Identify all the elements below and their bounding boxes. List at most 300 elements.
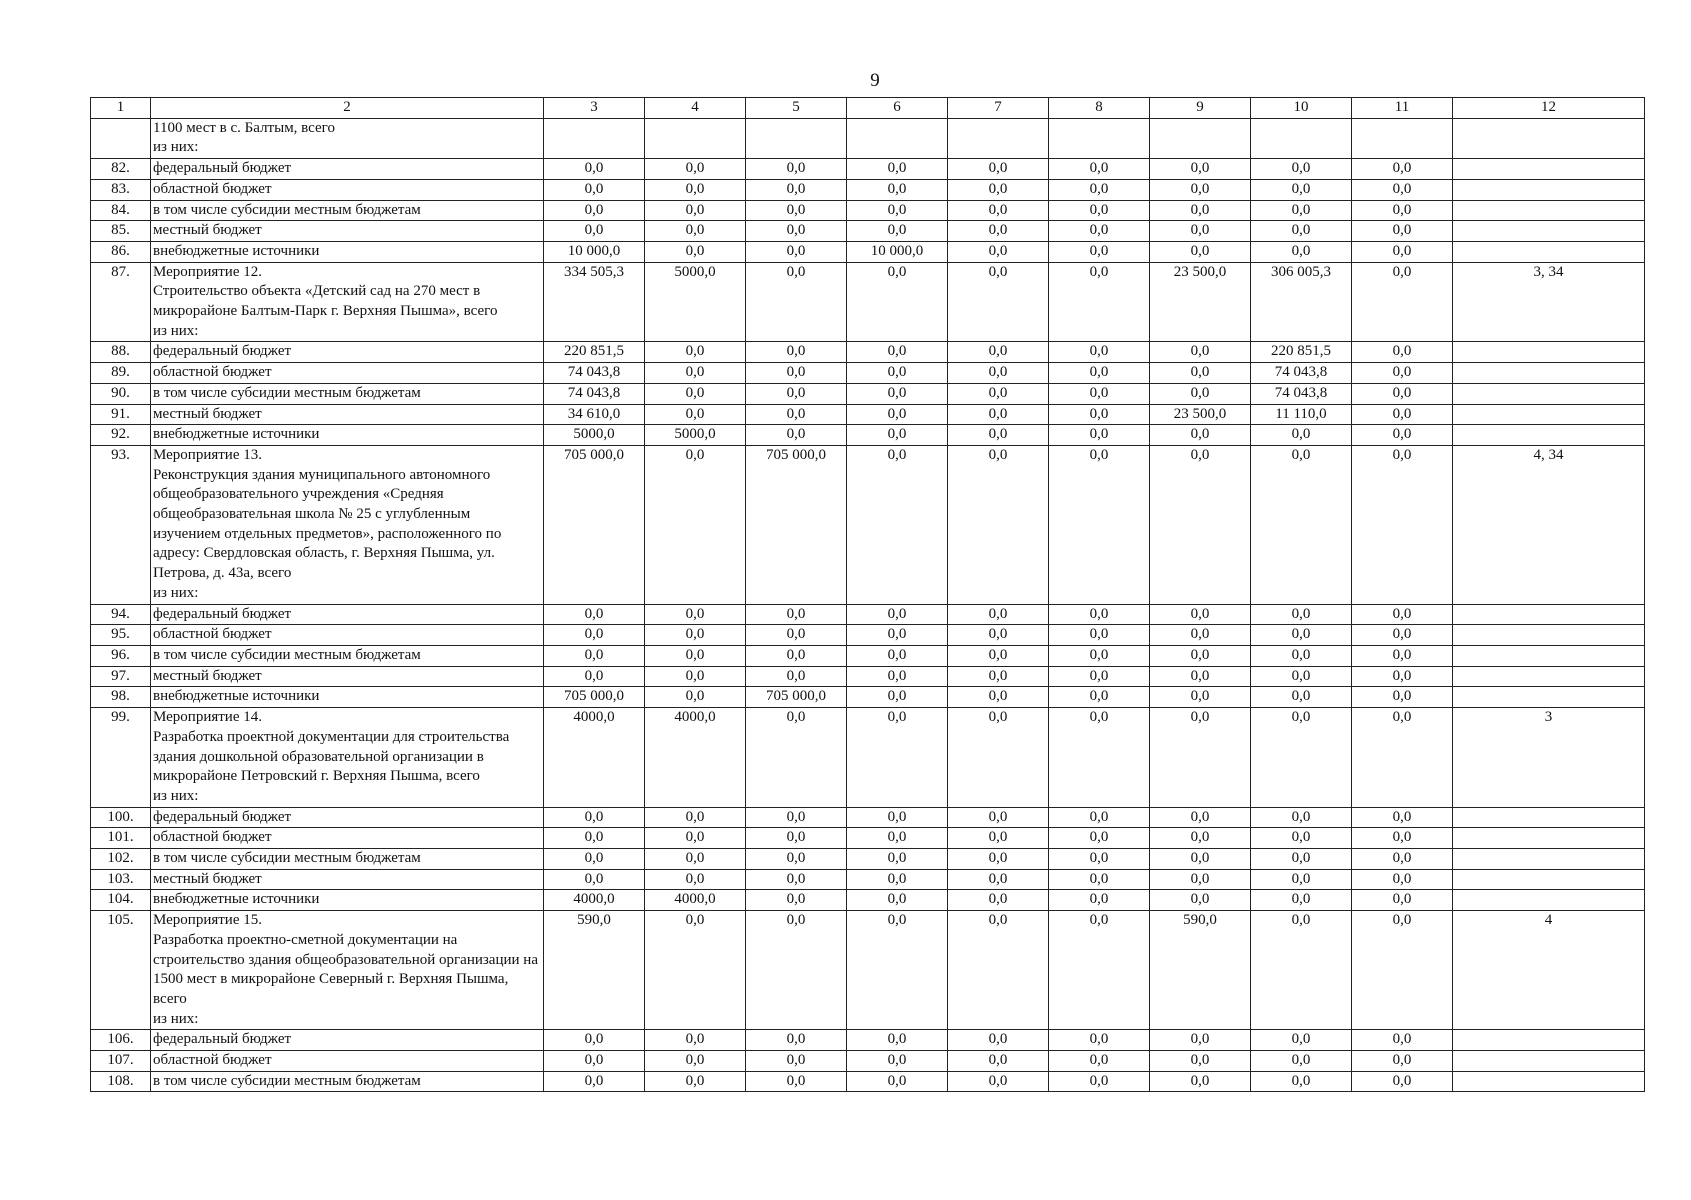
row-note bbox=[1453, 118, 1645, 158]
value-cell: 0,0 bbox=[1049, 708, 1150, 808]
row-note bbox=[1453, 890, 1645, 911]
value-cell: 0,0 bbox=[1049, 1071, 1150, 1092]
row-note bbox=[1453, 828, 1645, 849]
value-cell bbox=[948, 118, 1049, 158]
value-cell: 220 851,5 bbox=[544, 342, 645, 363]
value-cell: 0,0 bbox=[1150, 363, 1251, 384]
row-number: 84. bbox=[91, 200, 151, 221]
value-cell: 0,0 bbox=[1049, 890, 1150, 911]
value-cell: 0,0 bbox=[746, 342, 847, 363]
value-cell: 23 500,0 bbox=[1150, 404, 1251, 425]
row-note bbox=[1453, 1071, 1645, 1092]
row-name: областной бюджет bbox=[151, 363, 544, 384]
row-number: 104. bbox=[91, 890, 151, 911]
value-cell: 0,0 bbox=[746, 383, 847, 404]
value-cell: 0,0 bbox=[1049, 666, 1150, 687]
value-cell: 0,0 bbox=[746, 807, 847, 828]
row-name: федеральный бюджет bbox=[151, 604, 544, 625]
value-cell: 0,0 bbox=[1150, 179, 1251, 200]
value-cell: 0,0 bbox=[847, 221, 948, 242]
value-cell: 0,0 bbox=[1251, 159, 1352, 180]
value-cell: 74 043,8 bbox=[544, 363, 645, 384]
value-cell: 0,0 bbox=[1049, 445, 1150, 604]
value-cell: 0,0 bbox=[645, 221, 746, 242]
table-row bbox=[91, 890, 1645, 911]
column-header: 5 bbox=[746, 98, 847, 119]
value-cell: 0,0 bbox=[746, 241, 847, 262]
value-cell: 0,0 bbox=[746, 363, 847, 384]
value-cell: 5000,0 bbox=[645, 262, 746, 342]
value-cell: 0,0 bbox=[1049, 869, 1150, 890]
value-cell: 0,0 bbox=[847, 708, 948, 808]
value-cell: 0,0 bbox=[1352, 1051, 1453, 1072]
table-row bbox=[91, 708, 1645, 808]
value-cell: 0,0 bbox=[948, 1051, 1049, 1072]
value-cell: 0,0 bbox=[645, 404, 746, 425]
value-cell: 0,0 bbox=[948, 645, 1049, 666]
table-row bbox=[91, 262, 1645, 342]
value-cell: 0,0 bbox=[544, 849, 645, 870]
table-row bbox=[91, 1030, 1645, 1051]
value-cell: 0,0 bbox=[948, 221, 1049, 242]
value-cell: 0,0 bbox=[847, 687, 948, 708]
row-note bbox=[1453, 404, 1645, 425]
value-cell: 11 110,0 bbox=[1251, 404, 1352, 425]
value-cell: 0,0 bbox=[1352, 645, 1453, 666]
value-cell: 0,0 bbox=[1049, 221, 1150, 242]
value-cell: 0,0 bbox=[1352, 687, 1453, 708]
row-number: 98. bbox=[91, 687, 151, 708]
value-cell: 0,0 bbox=[1049, 828, 1150, 849]
row-number: 91. bbox=[91, 404, 151, 425]
value-cell: 0,0 bbox=[1251, 625, 1352, 646]
row-name: в том числе субсидии местным бюджетам bbox=[151, 1071, 544, 1092]
value-cell: 0,0 bbox=[1150, 869, 1251, 890]
value-cell: 0,0 bbox=[1352, 828, 1453, 849]
row-name: областной бюджет bbox=[151, 179, 544, 200]
value-cell: 0,0 bbox=[544, 807, 645, 828]
row-number: 89. bbox=[91, 363, 151, 384]
value-cell: 0,0 bbox=[645, 200, 746, 221]
value-cell: 0,0 bbox=[1251, 445, 1352, 604]
table-row bbox=[91, 1071, 1645, 1092]
value-cell: 0,0 bbox=[746, 404, 847, 425]
value-cell: 0,0 bbox=[847, 159, 948, 180]
column-header: 12 bbox=[1453, 98, 1645, 119]
table-row bbox=[91, 404, 1645, 425]
row-name: в том числе субсидии местным бюджетам bbox=[151, 200, 544, 221]
column-header-row bbox=[91, 98, 1645, 119]
row-note bbox=[1453, 200, 1645, 221]
value-cell: 0,0 bbox=[746, 179, 847, 200]
row-number: 93. bbox=[91, 445, 151, 604]
row-note: 3, 34 bbox=[1453, 262, 1645, 342]
value-cell: 0,0 bbox=[1352, 708, 1453, 808]
value-cell: 0,0 bbox=[948, 342, 1049, 363]
value-cell: 0,0 bbox=[746, 869, 847, 890]
value-cell: 0,0 bbox=[1150, 342, 1251, 363]
value-cell: 0,0 bbox=[1251, 425, 1352, 446]
row-number: 99. bbox=[91, 708, 151, 808]
table-row bbox=[91, 1051, 1645, 1072]
table-row bbox=[91, 625, 1645, 646]
value-cell: 0,0 bbox=[1251, 849, 1352, 870]
value-cell: 0,0 bbox=[1150, 1071, 1251, 1092]
value-cell: 0,0 bbox=[1251, 645, 1352, 666]
value-cell: 0,0 bbox=[1352, 445, 1453, 604]
value-cell: 0,0 bbox=[1049, 262, 1150, 342]
column-header: 6 bbox=[847, 98, 948, 119]
row-note bbox=[1453, 241, 1645, 262]
row-name: местный бюджет bbox=[151, 666, 544, 687]
column-header: 10 bbox=[1251, 98, 1352, 119]
value-cell: 0,0 bbox=[1352, 200, 1453, 221]
row-name: областной бюджет bbox=[151, 1051, 544, 1072]
row-name: Мероприятие 14. Разработка проектной документации для строительства здания дошкольной образовательной организации в микрорайоне Петровский г. Верхняя Пышма, всего из них: bbox=[151, 708, 544, 808]
value-cell: 0,0 bbox=[1251, 666, 1352, 687]
value-cell: 0,0 bbox=[645, 869, 746, 890]
row-name: в том числе субсидии местным бюджетам bbox=[151, 849, 544, 870]
value-cell: 0,0 bbox=[746, 425, 847, 446]
row-number: 92. bbox=[91, 425, 151, 446]
table-row bbox=[91, 645, 1645, 666]
value-cell: 0,0 bbox=[1251, 1030, 1352, 1051]
value-cell: 0,0 bbox=[847, 1030, 948, 1051]
value-cell: 0,0 bbox=[1251, 828, 1352, 849]
value-cell: 0,0 bbox=[1352, 179, 1453, 200]
value-cell: 0,0 bbox=[948, 708, 1049, 808]
table-row bbox=[91, 159, 1645, 180]
row-note: 4 bbox=[1453, 911, 1645, 1030]
value-cell: 74 043,8 bbox=[1251, 383, 1352, 404]
value-cell: 4000,0 bbox=[645, 890, 746, 911]
row-number bbox=[91, 118, 151, 158]
table-row bbox=[91, 666, 1645, 687]
table-row bbox=[91, 604, 1645, 625]
table-row bbox=[91, 425, 1645, 446]
column-header: 9 bbox=[1150, 98, 1251, 119]
value-cell: 0,0 bbox=[746, 1051, 847, 1072]
value-cell: 0,0 bbox=[1352, 911, 1453, 1030]
value-cell: 0,0 bbox=[948, 404, 1049, 425]
table-row bbox=[91, 687, 1645, 708]
value-cell: 0,0 bbox=[1150, 445, 1251, 604]
row-name: внебюджетные источники bbox=[151, 687, 544, 708]
value-cell: 0,0 bbox=[645, 666, 746, 687]
value-cell: 0,0 bbox=[1251, 911, 1352, 1030]
value-cell: 0,0 bbox=[847, 828, 948, 849]
table-row bbox=[91, 221, 1645, 242]
budget-table bbox=[90, 97, 1645, 1092]
value-cell: 0,0 bbox=[1251, 890, 1352, 911]
value-cell: 0,0 bbox=[847, 363, 948, 384]
value-cell: 0,0 bbox=[544, 828, 645, 849]
value-cell: 0,0 bbox=[1150, 849, 1251, 870]
value-cell: 0,0 bbox=[746, 911, 847, 1030]
row-name: федеральный бюджет bbox=[151, 1030, 544, 1051]
value-cell: 0,0 bbox=[847, 200, 948, 221]
row-note bbox=[1453, 425, 1645, 446]
value-cell: 0,0 bbox=[1251, 1051, 1352, 1072]
value-cell: 0,0 bbox=[948, 1071, 1049, 1092]
value-cell: 0,0 bbox=[847, 179, 948, 200]
value-cell: 0,0 bbox=[746, 645, 847, 666]
row-note bbox=[1453, 363, 1645, 384]
value-cell: 0,0 bbox=[1352, 807, 1453, 828]
table-row bbox=[91, 828, 1645, 849]
value-cell: 0,0 bbox=[544, 1030, 645, 1051]
row-note bbox=[1453, 625, 1645, 646]
value-cell: 0,0 bbox=[1049, 200, 1150, 221]
row-note bbox=[1453, 869, 1645, 890]
value-cell: 0,0 bbox=[1049, 179, 1150, 200]
value-cell: 0,0 bbox=[1049, 807, 1150, 828]
row-number: 90. bbox=[91, 383, 151, 404]
value-cell: 0,0 bbox=[1150, 425, 1251, 446]
value-cell: 0,0 bbox=[948, 363, 1049, 384]
value-cell: 0,0 bbox=[1251, 221, 1352, 242]
value-cell: 0,0 bbox=[544, 625, 645, 646]
table-row bbox=[91, 383, 1645, 404]
value-cell: 0,0 bbox=[645, 911, 746, 1030]
value-cell: 0,0 bbox=[645, 159, 746, 180]
value-cell: 0,0 bbox=[1049, 911, 1150, 1030]
value-cell: 0,0 bbox=[1352, 404, 1453, 425]
value-cell: 0,0 bbox=[1150, 200, 1251, 221]
row-name: в том числе субсидии местным бюджетам bbox=[151, 645, 544, 666]
value-cell: 0,0 bbox=[544, 179, 645, 200]
value-cell: 220 851,5 bbox=[1251, 342, 1352, 363]
value-cell: 0,0 bbox=[1049, 1030, 1150, 1051]
value-cell bbox=[746, 118, 847, 158]
value-cell: 0,0 bbox=[1352, 890, 1453, 911]
value-cell: 0,0 bbox=[544, 666, 645, 687]
value-cell: 0,0 bbox=[645, 445, 746, 604]
value-cell: 0,0 bbox=[746, 828, 847, 849]
value-cell: 0,0 bbox=[1352, 262, 1453, 342]
value-cell: 0,0 bbox=[645, 179, 746, 200]
row-number: 106. bbox=[91, 1030, 151, 1051]
column-header: 4 bbox=[645, 98, 746, 119]
value-cell: 0,0 bbox=[948, 262, 1049, 342]
value-cell: 0,0 bbox=[948, 807, 1049, 828]
value-cell: 0,0 bbox=[1049, 645, 1150, 666]
value-cell: 0,0 bbox=[1049, 404, 1150, 425]
value-cell: 0,0 bbox=[1049, 625, 1150, 646]
row-note bbox=[1453, 645, 1645, 666]
value-cell: 0,0 bbox=[1150, 687, 1251, 708]
value-cell: 0,0 bbox=[1352, 363, 1453, 384]
value-cell: 0,0 bbox=[847, 262, 948, 342]
value-cell bbox=[1251, 118, 1352, 158]
value-cell: 0,0 bbox=[1251, 200, 1352, 221]
value-cell: 4000,0 bbox=[645, 708, 746, 808]
value-cell: 0,0 bbox=[544, 869, 645, 890]
value-cell: 590,0 bbox=[1150, 911, 1251, 1030]
value-cell: 0,0 bbox=[1150, 241, 1251, 262]
value-cell: 0,0 bbox=[1150, 666, 1251, 687]
value-cell: 0,0 bbox=[847, 445, 948, 604]
value-cell: 0,0 bbox=[1150, 383, 1251, 404]
value-cell: 74 043,8 bbox=[544, 383, 645, 404]
value-cell: 0,0 bbox=[1049, 383, 1150, 404]
row-note bbox=[1453, 1051, 1645, 1072]
value-cell: 0,0 bbox=[645, 1071, 746, 1092]
value-cell: 0,0 bbox=[746, 625, 847, 646]
row-number: 107. bbox=[91, 1051, 151, 1072]
table-row bbox=[91, 911, 1645, 1030]
value-cell: 0,0 bbox=[544, 1071, 645, 1092]
value-cell: 0,0 bbox=[645, 687, 746, 708]
value-cell: 0,0 bbox=[1049, 1051, 1150, 1072]
row-number: 94. bbox=[91, 604, 151, 625]
value-cell: 0,0 bbox=[847, 383, 948, 404]
table-row bbox=[91, 241, 1645, 262]
value-cell: 0,0 bbox=[1150, 645, 1251, 666]
row-name: областной бюджет bbox=[151, 625, 544, 646]
row-note bbox=[1453, 159, 1645, 180]
value-cell: 0,0 bbox=[948, 200, 1049, 221]
table-row bbox=[91, 118, 1645, 158]
value-cell: 0,0 bbox=[847, 666, 948, 687]
value-cell: 0,0 bbox=[645, 342, 746, 363]
value-cell: 0,0 bbox=[1049, 687, 1150, 708]
value-cell: 10 000,0 bbox=[847, 241, 948, 262]
row-number: 97. bbox=[91, 666, 151, 687]
value-cell bbox=[1049, 118, 1150, 158]
row-number: 100. bbox=[91, 807, 151, 828]
value-cell: 0,0 bbox=[1049, 241, 1150, 262]
value-cell: 0,0 bbox=[544, 221, 645, 242]
row-number: 85. bbox=[91, 221, 151, 242]
value-cell: 0,0 bbox=[1352, 241, 1453, 262]
row-note: 3 bbox=[1453, 708, 1645, 808]
column-header: 3 bbox=[544, 98, 645, 119]
row-number: 105. bbox=[91, 911, 151, 1030]
value-cell: 0,0 bbox=[1352, 221, 1453, 242]
value-cell: 5000,0 bbox=[645, 425, 746, 446]
value-cell: 0,0 bbox=[847, 869, 948, 890]
value-cell bbox=[645, 118, 746, 158]
value-cell: 0,0 bbox=[847, 807, 948, 828]
table-row bbox=[91, 200, 1645, 221]
value-cell: 0,0 bbox=[1150, 159, 1251, 180]
value-cell: 0,0 bbox=[645, 645, 746, 666]
row-name: 1100 мест в с. Балтым, всего из них: bbox=[151, 118, 544, 158]
value-cell: 74 043,8 bbox=[1251, 363, 1352, 384]
value-cell: 0,0 bbox=[948, 159, 1049, 180]
value-cell: 0,0 bbox=[1049, 159, 1150, 180]
value-cell: 0,0 bbox=[746, 849, 847, 870]
value-cell: 0,0 bbox=[948, 911, 1049, 1030]
value-cell: 0,0 bbox=[1352, 666, 1453, 687]
value-cell: 10 000,0 bbox=[544, 241, 645, 262]
value-cell: 0,0 bbox=[948, 666, 1049, 687]
row-note: 4, 34 bbox=[1453, 445, 1645, 604]
row-number: 101. bbox=[91, 828, 151, 849]
row-name: Мероприятие 13. Реконструкция здания муниципального автономного общеобразовательного учреждения «Средняя общеобразовательная школа № 25 с углубленным изучением отдельных предметов», расположенного по адресу: Свердловская область, г. Верхняя Пышма, ул. Петрова, д. 43а, всего из них: bbox=[151, 445, 544, 604]
row-note bbox=[1453, 1030, 1645, 1051]
value-cell: 0,0 bbox=[746, 221, 847, 242]
value-cell: 0,0 bbox=[1251, 708, 1352, 808]
value-cell: 0,0 bbox=[948, 869, 1049, 890]
value-cell: 0,0 bbox=[1251, 604, 1352, 625]
value-cell: 0,0 bbox=[847, 1071, 948, 1092]
value-cell: 0,0 bbox=[1049, 342, 1150, 363]
value-cell: 0,0 bbox=[645, 1030, 746, 1051]
value-cell: 705 000,0 bbox=[544, 445, 645, 604]
row-note bbox=[1453, 221, 1645, 242]
row-number: 95. bbox=[91, 625, 151, 646]
value-cell: 0,0 bbox=[948, 241, 1049, 262]
value-cell: 0,0 bbox=[948, 383, 1049, 404]
value-cell: 0,0 bbox=[948, 604, 1049, 625]
table-row bbox=[91, 869, 1645, 890]
value-cell: 0,0 bbox=[948, 445, 1049, 604]
row-note bbox=[1453, 849, 1645, 870]
value-cell: 0,0 bbox=[544, 645, 645, 666]
row-name: федеральный бюджет bbox=[151, 807, 544, 828]
value-cell: 0,0 bbox=[1150, 708, 1251, 808]
value-cell: 0,0 bbox=[1049, 363, 1150, 384]
row-name: внебюджетные источники bbox=[151, 890, 544, 911]
row-number: 88. bbox=[91, 342, 151, 363]
table-row bbox=[91, 807, 1645, 828]
value-cell: 0,0 bbox=[645, 849, 746, 870]
row-name: федеральный бюджет bbox=[151, 159, 544, 180]
value-cell: 705 000,0 bbox=[746, 687, 847, 708]
value-cell: 0,0 bbox=[1352, 625, 1453, 646]
value-cell: 0,0 bbox=[746, 159, 847, 180]
value-cell: 0,0 bbox=[1352, 383, 1453, 404]
row-number: 82. bbox=[91, 159, 151, 180]
value-cell: 0,0 bbox=[847, 425, 948, 446]
value-cell: 0,0 bbox=[1251, 179, 1352, 200]
value-cell: 0,0 bbox=[645, 241, 746, 262]
value-cell: 0,0 bbox=[1150, 221, 1251, 242]
column-header: 7 bbox=[948, 98, 1049, 119]
value-cell: 705 000,0 bbox=[746, 445, 847, 604]
value-cell: 0,0 bbox=[746, 262, 847, 342]
column-header: 11 bbox=[1352, 98, 1453, 119]
value-cell: 0,0 bbox=[645, 604, 746, 625]
value-cell: 23 500,0 bbox=[1150, 262, 1251, 342]
value-cell: 0,0 bbox=[847, 1051, 948, 1072]
value-cell: 0,0 bbox=[645, 383, 746, 404]
value-cell: 0,0 bbox=[1049, 604, 1150, 625]
row-number: 108. bbox=[91, 1071, 151, 1092]
row-number: 86. bbox=[91, 241, 151, 262]
row-name: местный бюджет bbox=[151, 221, 544, 242]
row-note bbox=[1453, 342, 1645, 363]
value-cell bbox=[1150, 118, 1251, 158]
value-cell: 0,0 bbox=[1251, 869, 1352, 890]
value-cell: 0,0 bbox=[1352, 342, 1453, 363]
value-cell: 334 505,3 bbox=[544, 262, 645, 342]
table-row bbox=[91, 445, 1645, 604]
value-cell: 0,0 bbox=[847, 604, 948, 625]
value-cell: 4000,0 bbox=[544, 708, 645, 808]
row-note bbox=[1453, 807, 1645, 828]
value-cell: 0,0 bbox=[847, 911, 948, 1030]
value-cell: 0,0 bbox=[847, 625, 948, 646]
value-cell: 0,0 bbox=[1251, 1071, 1352, 1092]
value-cell: 0,0 bbox=[847, 849, 948, 870]
value-cell: 34 610,0 bbox=[544, 404, 645, 425]
row-note bbox=[1453, 383, 1645, 404]
value-cell: 0,0 bbox=[746, 890, 847, 911]
value-cell bbox=[544, 118, 645, 158]
